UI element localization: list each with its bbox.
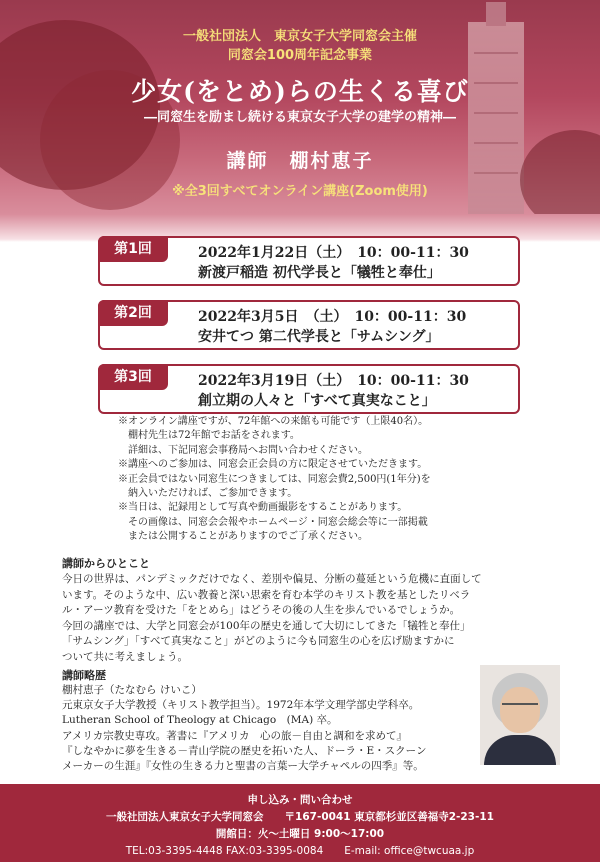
session-date: 2022年1月22日（土） 10：00-11：30 — [198, 245, 469, 261]
lecturer-name: 講師 棚村恵子 — [226, 150, 374, 172]
message-line: います。そのような中、広い教養と深い思索を育む本学のキリスト教を基としたリベラ — [62, 588, 471, 601]
online-note: ※全3回すべてオンライン講座(Zoom使用) — [172, 184, 428, 199]
organizer-line: 一般社団法人 東京女子大学同窓会主催 — [182, 29, 417, 44]
session-badge: 第3回 — [98, 364, 168, 390]
note-line: ※当日は、記録用として写真や動画撮影をすることがあります。 — [118, 502, 408, 514]
session-topic: 安井てつ 第二代学長と「サムシング」 — [198, 329, 440, 345]
contact-address: 一般社団法人東京女子大学同窓会 〒167-0041 東京都杉並区善福寺2-23-11 — [106, 811, 494, 823]
event-line: 同窓会100周年記念事業 — [227, 48, 373, 63]
session-card-1 — [98, 236, 520, 286]
session-badge: 第1回 — [98, 236, 168, 262]
bio-line: 『しなやかに夢を生きる－青山学院の歴史を拓いた人、ドーラ・E・スクーン — [62, 744, 427, 757]
note-line: ※正会員ではない同窓生につきましては、同窓会費2,500円(1年分)を — [118, 473, 431, 485]
note-line: ※オンライン講座ですが、72年館への来館も可能です（上限40名）。 — [118, 416, 429, 427]
contact-heading: 申し込み・問い合わせ — [247, 794, 353, 806]
bio-line: メーカーの生涯』『女性の生きる力と聖書の言葉ー大学チャペルの四季』等。 — [62, 760, 424, 773]
session-card-2 — [98, 300, 520, 350]
session-date: 2022年3月19日（土） 10：00-11：30 — [198, 373, 469, 389]
contact-footer — [0, 784, 600, 862]
lecturer-photo — [480, 665, 560, 765]
contact-hours: 開館日：火～土曜日 9:00～17:00 — [215, 828, 385, 840]
message-line: ついて共に考えましょう。 — [62, 650, 188, 663]
note-line: 納入いただければ、ご参加できます。 — [118, 488, 298, 500]
bio-body — [62, 683, 472, 774]
contact-phone-email: TEL:03-3395-4448 FAX:03-3395-0084 E-mail: office@twcuaa.jp — [125, 845, 475, 857]
notes-block — [118, 415, 508, 545]
note-line: 詳細は、下記同窓会事務局へお問い合わせください。 — [118, 444, 368, 456]
bio-line: アメリカ宗教史専攻。著書に『アメリカ 心の旅－自由と調和を求めて』 — [62, 729, 408, 742]
header-banner — [0, 0, 600, 214]
note-line: ※講座へのご参加は、同窓会正会員の方に限定させていただきます。 — [118, 459, 428, 471]
bio-heading: 講師略歴 — [62, 669, 106, 682]
note-line: または公開することがありますのでご了承ください。 — [118, 531, 368, 543]
bio-line: 元東京女子大学教授（キリスト教学担当）。1972年本学文理学部史学科卒。 — [62, 699, 420, 712]
session-card-3 — [98, 364, 520, 414]
page-title: 少女(をとめ)らの生くる喜び — [131, 77, 469, 106]
note-line: 棚村先生は72年館でお話をされます。 — [118, 430, 300, 442]
message-line: 「サムシング」「すべて真実なこと」がどのように今も同窓生の心を広げ励ますかに — [62, 635, 455, 648]
note-line: その画像は、同窓会会報やホームページ・同窓会総会等に一部掲載 — [118, 516, 428, 528]
session-date: 2022年3月5日 （土） 10：00-11：30 — [198, 309, 467, 325]
message-heading: 講師からひとこと — [62, 557, 150, 570]
page-subtitle: ―同窓生を励まし続ける東京女子大学の建学の精神― — [143, 110, 456, 125]
session-topic: 創立期の人々と「すべて真実なこと」 — [198, 393, 436, 409]
session-badge: 第2回 — [98, 300, 168, 326]
bio-line: 棚村恵子（たなむら けいこ） — [62, 684, 202, 696]
message-line: 今回の講座では、大学と同窓会が100年の歴史を通して大切にしてきた「犠牲と奉仕」 — [62, 619, 471, 632]
session-topic: 新渡戸稲造 初代学長と「犠牲と奉仕」 — [198, 265, 441, 281]
message-line: ル・アーツ教育を受けた「をとめら」はどうその後の人生を歩んでいるでしょうか。 — [62, 604, 461, 617]
message-body — [62, 572, 542, 666]
message-line: 今日の世界は、パンデミックだけでなく、差別や偏見、分断の蔓延という危機に直面して — [62, 573, 482, 585]
bio-line: Lutheran School of Theology at Chicago (MA) 卒。 — [62, 714, 338, 727]
